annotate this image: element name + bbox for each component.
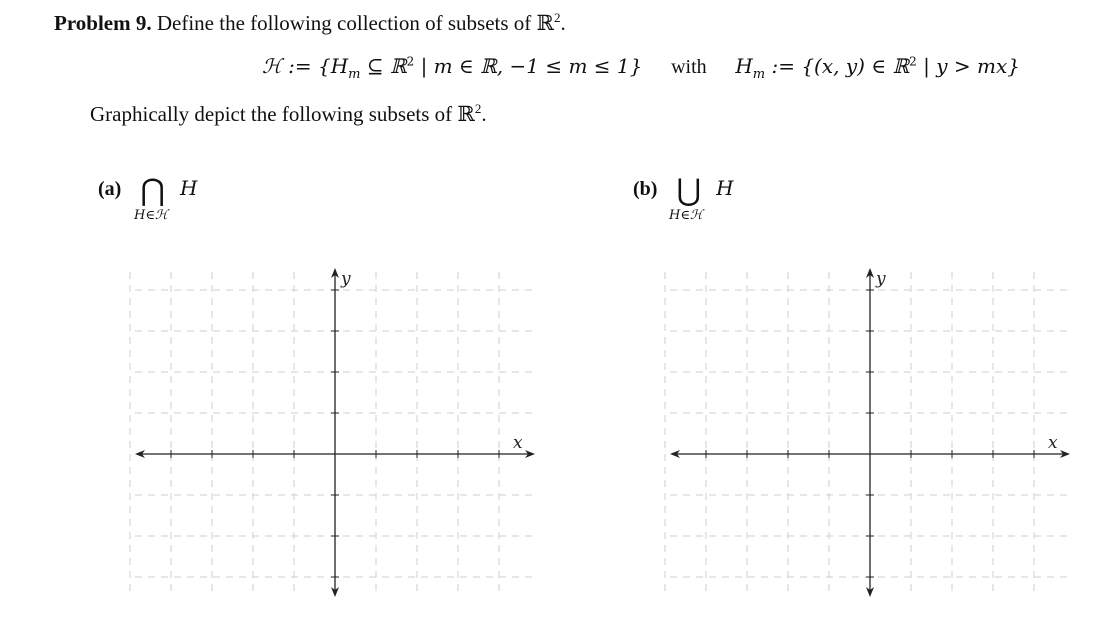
reals-exponent: 2 xyxy=(553,10,561,25)
y-axis-label-b: y xyxy=(876,269,886,289)
x-axis-label-a: x xyxy=(513,433,523,453)
problem-intro: Define the following collection of subsets of xyxy=(156,11,537,35)
definition-rhs-mid: := {(x, y) ∈ ℝ xyxy=(765,54,910,78)
part-a xyxy=(98,173,198,223)
instruction-text: Graphically depict the following subsets of xyxy=(90,102,458,126)
coordinate-grid-a[interactable] xyxy=(125,262,545,607)
definition-lhs: ℋ := {H xyxy=(262,54,349,78)
definition-rhs-sub: m xyxy=(752,67,766,82)
instruction-exponent: 2 xyxy=(474,101,482,116)
intersection-operator: ⋂ xyxy=(140,173,165,208)
union-operator: ⋃ xyxy=(676,173,702,208)
definition-lhs-mid: ⊆ ℝ xyxy=(360,54,407,78)
definition-lhs-sup: 2 xyxy=(406,54,415,69)
part-a-subscript: H∈ℋ xyxy=(134,208,168,223)
x-axis-label-b: x xyxy=(1048,433,1058,453)
y-axis-label-a: y xyxy=(341,269,351,289)
part-a-label: (a) xyxy=(98,178,122,200)
problem-statement xyxy=(54,10,566,36)
definition-rhs: H xyxy=(735,54,753,78)
definition-with: with xyxy=(671,56,707,78)
definition-rhs-rest: | y > mx} xyxy=(916,54,1020,78)
part-b-label: (b) xyxy=(633,178,658,200)
part-b-subscript: H∈ℋ xyxy=(669,208,703,223)
part-a-variable: H xyxy=(179,176,198,200)
definition-rhs-sup: 2 xyxy=(909,54,917,69)
definition-lhs-rest: | m ∈ ℝ, −1 ≤ m ≤ 1} xyxy=(414,54,643,78)
instruction-period: . xyxy=(481,102,487,126)
instruction-reals: ℝ xyxy=(457,102,475,126)
instruction xyxy=(90,101,487,127)
part-b xyxy=(633,173,734,223)
problem-number: Problem 9. xyxy=(54,11,152,35)
collection-definition xyxy=(262,54,1020,82)
definition-lhs-sub: m xyxy=(348,67,361,82)
coordinate-grid-b[interactable] xyxy=(660,262,1080,607)
part-b-variable: H xyxy=(716,176,734,200)
problem-period: . xyxy=(560,11,566,35)
reals-symbol: ℝ xyxy=(536,11,554,35)
